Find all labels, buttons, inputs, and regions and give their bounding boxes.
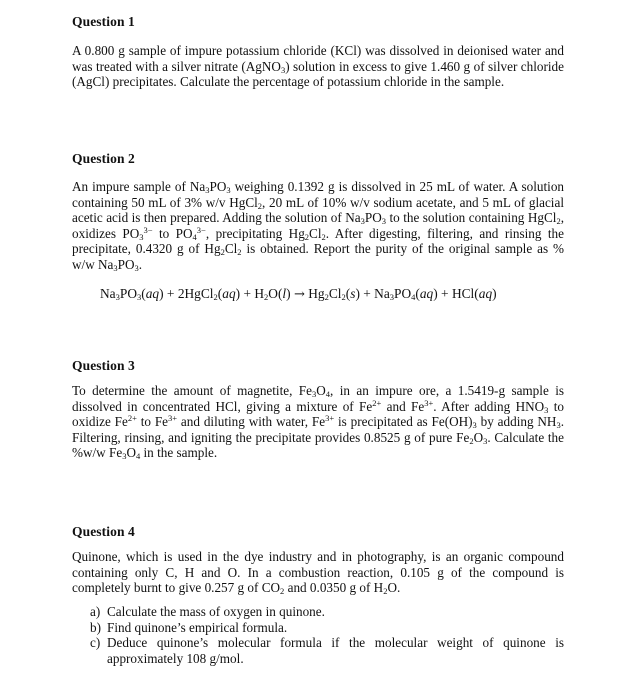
- subquestion-text: Find quinone’s empirical formula.: [107, 619, 288, 635]
- subquestion-b: [90, 620, 564, 636]
- question-1-title: Question 1: [72, 14, 135, 29]
- subquestion-c: [90, 635, 564, 666]
- subquestion-text: Calculate the mass of oxygen in quinone.: [107, 604, 325, 619]
- question-4-text: Quinone, which is used in the dye industry and in photography, is an organic compound containing only C, H and O. In a combustion reaction, 0.105 g of the compound is completely burnt to give 0.257 g of $CO_2$ and 0.0350 g of $H_2O$.: [72, 549, 564, 596]
- question-3-title: Question 3: [72, 358, 135, 373]
- question-2-text: An impure sample of $Na_3PO_3$ weighing 0.1392 g is dissolved in 25 mL of water. A solution containing 50 mL of 3% w/v HgCl$_2$, 20 mL of 10% w/v sodium acetate, and 5 mL of glacial acetic acid is then prepared. Adding the solution of $Na_3PO_3$ to the solution containing HgCl$_2$, oxidizes $PO_3^{3-}$ to $PO_4^{3-}$, precipitating $Hg_2Cl_2$. After digesting, filtering, and rinsing the precipitate, 0.4320 g of $Hg_2Cl_2$ is obtained. Report the purity of the original sample as % w/w $Na_3PO_3$.: [72, 179, 565, 273]
- question-2-equation: $Na_3PO_3(aq)$ + 2HgCl$_2$(aq) + $H_2O(l) \to Hg_2Cl_2(s) + Na_3PO_4(aq) + HCl(aq)$: [100, 286, 497, 302]
- subquestion-marker: c): [90, 635, 101, 650]
- question-2-title: Question 2: [72, 151, 135, 166]
- subquestion-marker: b): [90, 619, 101, 635]
- question-4-title: Question 4: [72, 524, 135, 539]
- question-4-subquestions: [90, 604, 564, 666]
- subquestion-a: [90, 604, 564, 620]
- question-1-text: A 0.800 g sample of impure potassium chloride (KCl) was dissolved in deionised water and was treated with a silver nitrate (AgNO$_3$) solution in excess to give 1.460 g of silver chloride (AgCl) precipitates. Calculate the percentage of potassium chloride in the sample.: [72, 43, 564, 89]
- subquestion-text: Deduce quinone’s molecular formula if the molecular weight of quinone is approximately 108 g/mol.: [107, 635, 564, 666]
- question-3-text: To determine the amount of magnetite, $Fe_3O_4$, in an impure ore, a 1.5419-g sample is dissolved in concentrated HCl, giving a mixture of $Fe^{2+}$ and $Fe^{3+}$. After adding $HNO_3$ to oxidize $Fe^{2+}$ to $Fe^{3+}$ and diluting with water, $Fe^{3+}$ is precipitated as $Fe(OH)_3$ by adding $NH_3$. Filtering, rinsing, and igniting the precipitate provides 0.8525 g of pure $Fe_2O_3$. Calculate the %w/w $Fe_3O_4$ in the sample.: [72, 383, 565, 461]
- subquestion-marker: a): [90, 604, 101, 619]
